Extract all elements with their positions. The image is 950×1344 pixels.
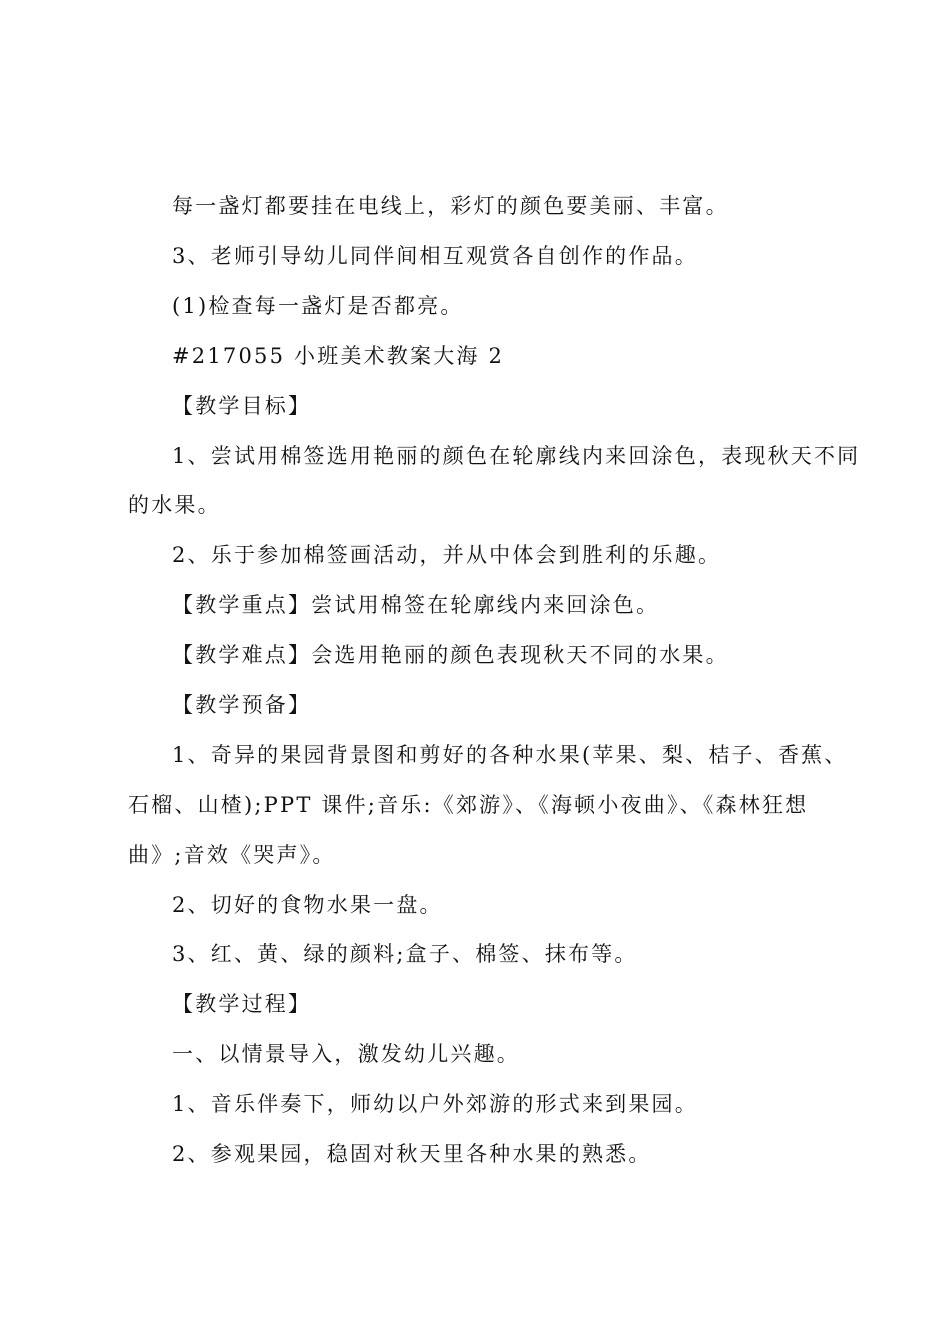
section-heading: 【教学目标】 <box>172 394 312 418</box>
paragraph-line: 的水果。 <box>128 493 221 517</box>
section-heading: 【教学过程】 <box>172 992 312 1016</box>
paragraph-line: 每一盏灯都要挂在电线上，彩灯的颜色要美丽、丰富。 <box>172 194 729 218</box>
paragraph-line: 1、奇异的果园背景图和剪好的各种水果(苹果、梨、桔子、香蕉、 <box>172 743 848 767</box>
paragraph-line: (1)检查每一盏灯是否都亮。 <box>172 294 464 318</box>
paragraph-line: 1、尝试用棉签选用艳丽的颜色在轮廓线内来回涂色，表现秋天不同 <box>172 444 861 468</box>
paragraph-line: 【教学重点】尝试用棉签在轮廓线内来回涂色。 <box>172 593 660 617</box>
paragraph-line: 3、老师引导幼儿同伴间相互观赏各自创作的作品。 <box>172 244 698 268</box>
paragraph-line: 2、切好的食物水果一盘。 <box>172 893 443 917</box>
paragraph-line: 3、红、黄、绿的颜料;盒子、棉签、抹布等。 <box>172 942 638 966</box>
section-title: #217055 小班美术教案大海 2 <box>172 344 505 368</box>
paragraph-line: 石榴、山楂);PPT 课件;音乐:《郊游》、《海顿小夜曲》、《森林狂想 <box>128 793 809 817</box>
section-heading: 【教学预备】 <box>172 693 312 717</box>
paragraph-line: 一、以情景导入，激发幼儿兴趣。 <box>172 1042 520 1066</box>
paragraph-line: 【教学难点】会选用艳丽的颜色表现秋天不同的水果。 <box>172 643 729 667</box>
paragraph-line: 2、参观果园，稳固对秋天里各种水果的熟悉。 <box>172 1142 652 1166</box>
paragraph-line: 1、音乐伴奏下，师幼以户外郊游的形式来到果园。 <box>172 1092 698 1116</box>
paragraph-line: 曲》;音效《哭声》。 <box>128 843 336 867</box>
paragraph-line: 2、乐于参加棉签画活动，并从中体会到胜利的乐趣。 <box>172 543 722 567</box>
